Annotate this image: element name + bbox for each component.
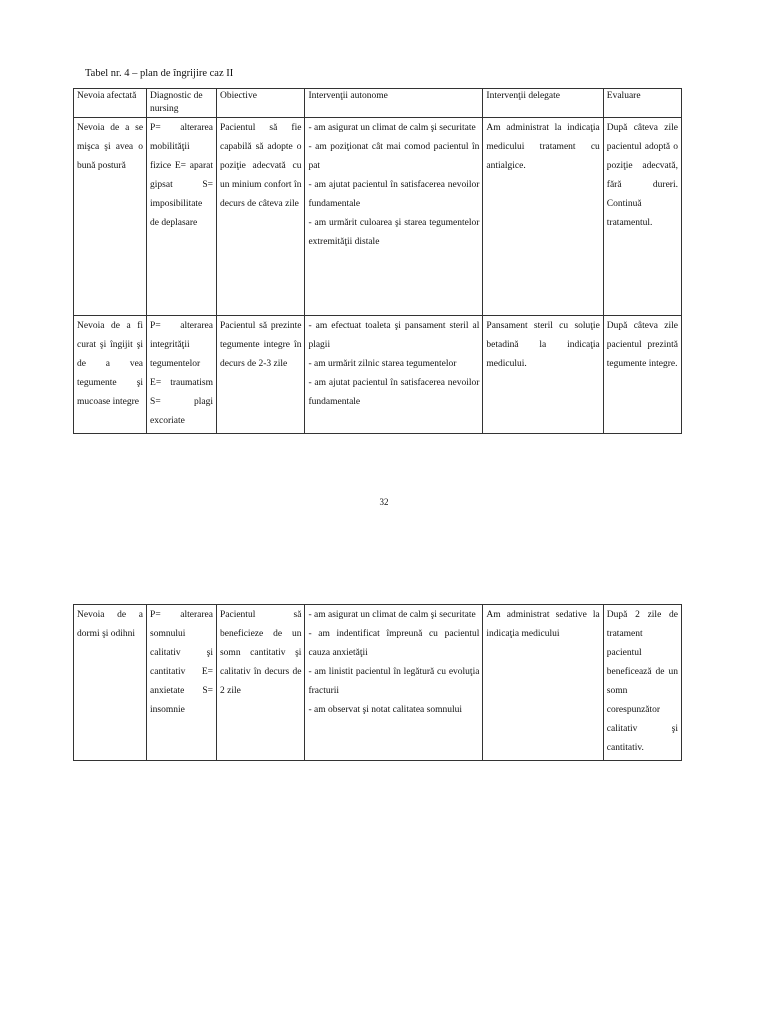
header-need: Nevoia afectată [74, 89, 147, 118]
objectives-cell: Pacientul să prezinte tegumente integre în decurs de 2-3 zile [216, 316, 304, 434]
evaluation-cell: După câteva zile pacientul prezintă tegumente integre. [603, 316, 681, 434]
table-caption: Tabel nr. 4 – plan de îngrijire caz II [85, 68, 234, 79]
objectives-cell: Pacientul să fie capabilă să adopte o poziţie adecvată cu un minium confort în decurs de câteva zile [216, 118, 304, 316]
table-header-row [74, 89, 682, 118]
intervention-line: - am ajutat pacientul în satisfacerea nevoilor fundamentale [308, 180, 480, 209]
header-evaluation: Evaluare [603, 89, 681, 118]
intervention-line: - am observat şi notat calitatea somnului [308, 705, 462, 715]
autonomous-cell [305, 118, 483, 316]
intervention-line: - am poziţionat cât mai comod pacientul în pat [308, 142, 480, 171]
intervention-line: - am asigurat un climat de calm şi securitate [308, 610, 476, 620]
intervention-line: - am ajutat pacientul în satisfacerea nevoilor fundamentale [308, 378, 480, 407]
need-cell: Nevoia de a fi curat şi îngijit şi de a vea tegumente şi mucoase integre [74, 316, 147, 434]
need-cell: Nevoia de a se mişca şi avea o bună postură [74, 118, 147, 316]
intervention-line: - am linistit pacientul în legătură cu evoluţia fracturii [308, 667, 480, 696]
need-cell: Nevoia de a dormi şi odihni [74, 605, 147, 761]
header-autonomous: Intervenţii autonome [305, 89, 483, 118]
autonomous-cell [305, 316, 483, 434]
intervention-line: - am urmărit zilnic starea tegumentelor [308, 359, 457, 369]
table-row [74, 316, 682, 434]
intervention-line: - am asigurat un climat de calm şi securitate [308, 123, 476, 133]
care-plan-table [73, 88, 682, 434]
header-diagnosis: Diagnostic de nursing [147, 89, 217, 118]
intervention-line: - am indentificat împreună cu pacientul cauza anxietăţii [308, 629, 480, 658]
intervention-line: - am efectuat toaleta şi pansament steril al plagii [308, 321, 480, 350]
page-number: 32 [379, 497, 389, 507]
header-delegated: Intervenţii delegate [483, 89, 603, 118]
diagnosis-cell: P= alterarea mobilităţii fizice E= aparat gipsat S= imposibilitate de deplasare [147, 118, 217, 316]
evaluation-cell: După 2 zile de tratament pacientul beneficează de un somn corespunzător calitativ şi cantitativ. [603, 605, 681, 761]
diagnosis-cell: P= alterarea somnului calitativ şi cantitativ E= anxietate S= insomnie [147, 605, 217, 761]
header-objectives: Obiective [216, 89, 304, 118]
table-row [74, 118, 682, 316]
delegated-cell: Pansament steril cu soluţie betadină la indicaţia medicului. [483, 316, 603, 434]
diagnosis-cell: P= alterarea integrităţii tegumentelor E= traumatism S= plagi excoriate [147, 316, 217, 434]
table-row [74, 605, 682, 761]
care-plan-table [73, 604, 682, 761]
objectives-cell: Pacientul să beneficieze de un somn cantitativ şi calitativ în decurs de 2 zile [216, 605, 304, 761]
autonomous-cell [305, 605, 483, 761]
delegated-cell: Am administrat la indicaţia medicului tratament cu antialgice. [483, 118, 603, 316]
evaluation-cell: După câteva zile pacientul adoptă o poziţie adecvată, fără dureri. Continuă tratamentul. [603, 118, 681, 316]
delegated-cell: Am administrat sedative la indicaţia medicului [483, 605, 603, 761]
intervention-line: - am urmărit culoarea şi starea tegumentelor extremităţii distale [308, 218, 480, 247]
